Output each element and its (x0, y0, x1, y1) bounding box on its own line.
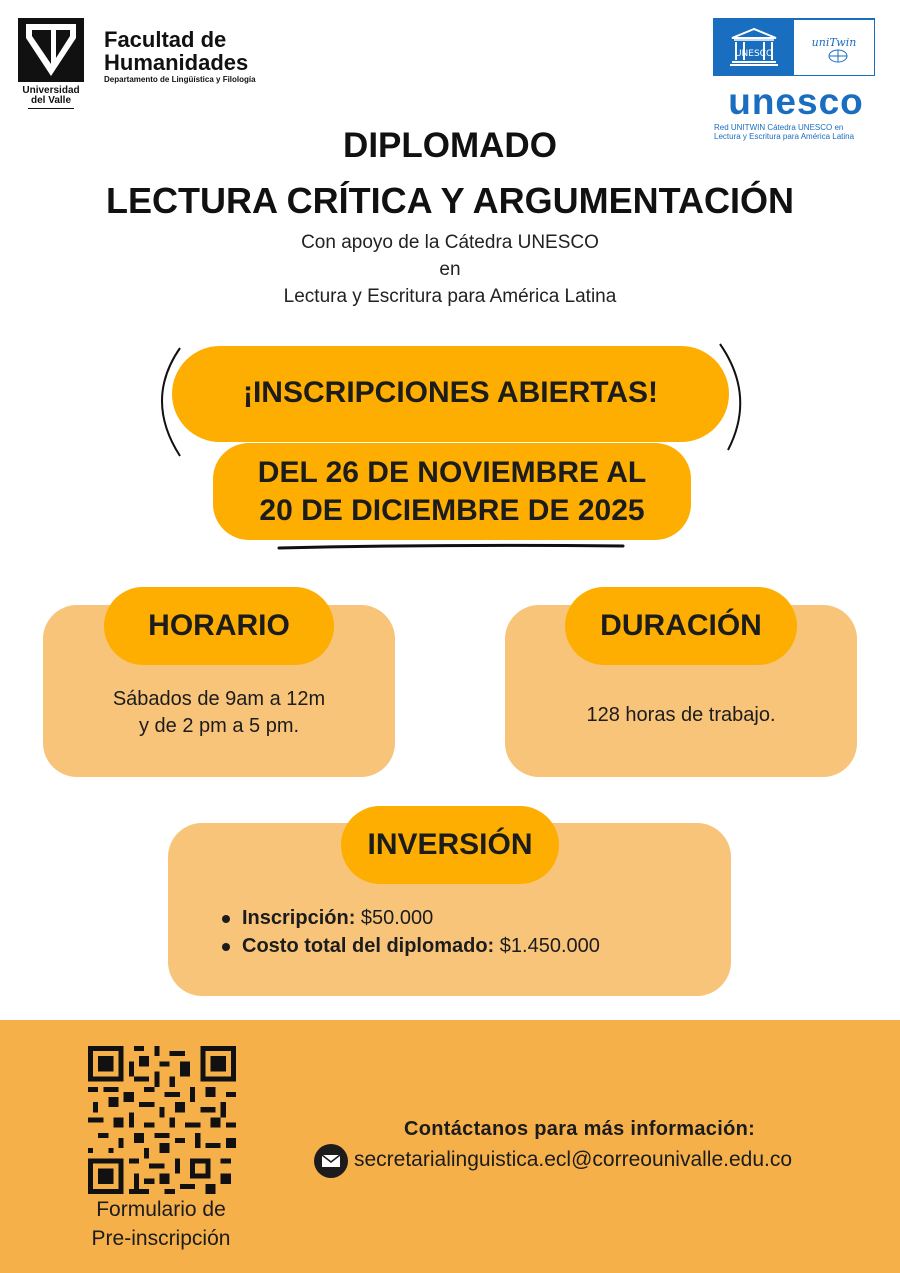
bullet-icon (222, 943, 230, 951)
duration-heading: DURACIÓN (565, 587, 797, 665)
list-item (222, 932, 600, 960)
unitwin-panel (794, 20, 874, 75)
svg-text:uniTwin: uniTwin (811, 36, 857, 49)
univalle-name-line1: Universidad (22, 85, 80, 96)
univalle-logo (18, 18, 84, 110)
contact-email-link[interactable]: secretarialinguistica.ecl@correounivalle.edu.co (354, 1148, 793, 1171)
registration-open-text: ¡INSCRIPCIONES ABIERTAS! (242, 376, 659, 409)
support-line2: en (439, 259, 461, 280)
mail-icon (314, 1144, 348, 1178)
registration-open-banner (172, 346, 729, 442)
unitwin-icon (794, 20, 874, 75)
unesco-unitwin-logo (713, 18, 875, 76)
brush-underline (275, 538, 627, 556)
qr-caption-line1: Formulario de (96, 1198, 226, 1221)
unesco-subtitle-line2: Lectura y Escritura para América Latina (714, 132, 855, 141)
faculty-block (104, 28, 256, 85)
logo-divider (28, 108, 74, 109)
qr-code-icon[interactable] (88, 1046, 236, 1194)
unesco-subtitle-line1: Red UNITWIN Cátedra UNESCO en (714, 123, 844, 132)
program-title: LECTURA CRÍTICA Y ARGUMENTACIÓN (106, 180, 794, 221)
department-name: Departamento de Lingüística y Filología (104, 75, 256, 84)
registration-fee-value: $50.000 (355, 907, 434, 929)
faculty-line2: Humanidades (104, 50, 249, 75)
qr-caption-line2: Pre-inscripción (91, 1227, 231, 1250)
contact-heading: Contáctanos para más información: (404, 1118, 756, 1140)
investment-list (222, 904, 600, 960)
schedule-line1: Sábados de 9am a 12m (112, 688, 326, 710)
support-line1: Con apoyo de la Cátedra UNESCO (301, 232, 599, 253)
schedule-text (43, 686, 395, 740)
page-title: DIPLOMADO (343, 126, 557, 165)
dates-line2: 20 DE DICIEMBRE DE 2025 (259, 494, 645, 527)
unesco-temple-icon (728, 27, 780, 67)
registration-fee-label: Inscripción: (242, 907, 356, 929)
registration-dates-badge (213, 443, 691, 540)
schedule-heading: HORARIO (104, 587, 334, 665)
univalle-emblem-icon (18, 18, 84, 82)
total-cost-value: $1.450.000 (494, 935, 600, 957)
investment-heading: INVERSIÓN (341, 806, 559, 884)
dates-line1: DEL 26 DE NOVIEMBRE AL (257, 456, 647, 489)
list-item (222, 904, 600, 932)
support-line3: Lectura y Escritura para América Latina (283, 286, 617, 307)
duration-text: 128 horas de trabajo. (586, 704, 776, 726)
total-cost-label: Costo total del diplomado: (242, 935, 495, 957)
svg-text:UNESCO: UNESCO (734, 49, 774, 59)
faculty-line1: Facultad de (104, 27, 227, 52)
unesco-wordmark: unesco (728, 81, 864, 122)
schedule-line2: y de 2 pm a 5 pm. (138, 715, 300, 737)
bullet-icon (222, 915, 230, 923)
univalle-name-line2: del Valle (30, 95, 72, 106)
